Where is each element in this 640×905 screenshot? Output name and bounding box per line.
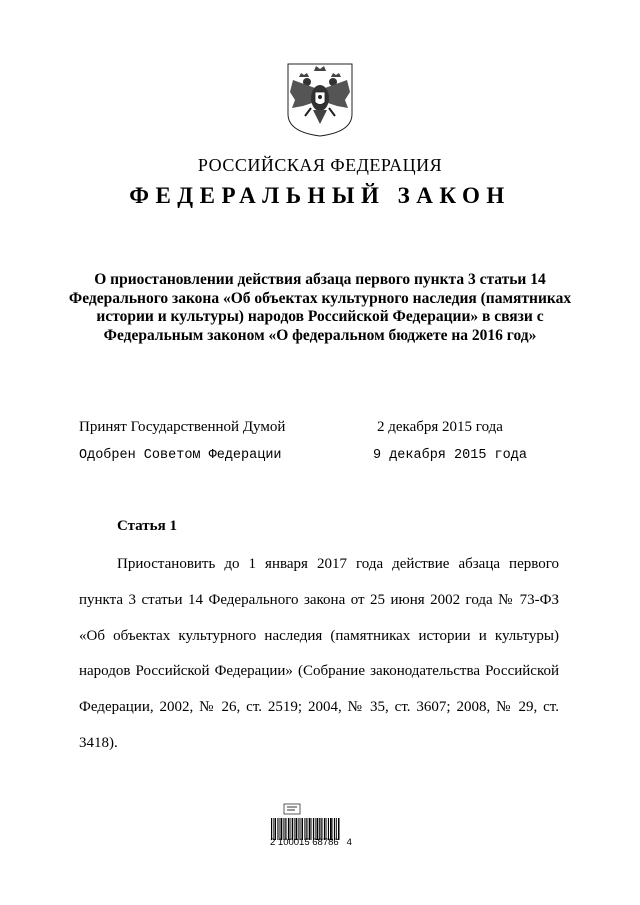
article-heading: Статья 1 xyxy=(117,518,177,534)
article-text: Приостановить до 1 января 2017 года действие абзаца первого пункта 3 статьи 14 Федерального закона от 25 июня 2002 года № 73-ФЗ «Об объектах культурного наследия (памятниках истории и культуры) народов Российской Федерации» (Собрание законодательства Российской Федерации, 2002, № 26, ст. 2519; 2004, № 35, ст. 3607; 2008, № 29, ст. 3418). xyxy=(79,556,559,751)
law-title: О приостановлении действия абзаца первого пункта 3 статьи 14 Федерального закона «Об объектах культурного наследия (памятниках истории и культуры) народов Российской Федерации» в связи с Федеральным законом «О федеральном бюджете на 2016 год» xyxy=(68,271,572,344)
barcode-number: 2 100015 68786 4 xyxy=(270,837,352,848)
adoption-date: 2 декабря 2015 года xyxy=(377,419,503,435)
country-name: РОССИЙСКАЯ ФЕДЕРАЦИЯ xyxy=(197,155,443,175)
coat-of-arms-icon xyxy=(285,62,355,138)
adoption-label: Принят Государственной Думой xyxy=(79,419,286,435)
document-type: ФЕДЕРАЛЬНЫЙ ЗАКОН xyxy=(129,183,511,208)
approval-date: 9 декабря 2015 года xyxy=(373,448,527,463)
approval-label: Одобрен Советом Федерации xyxy=(79,448,282,463)
